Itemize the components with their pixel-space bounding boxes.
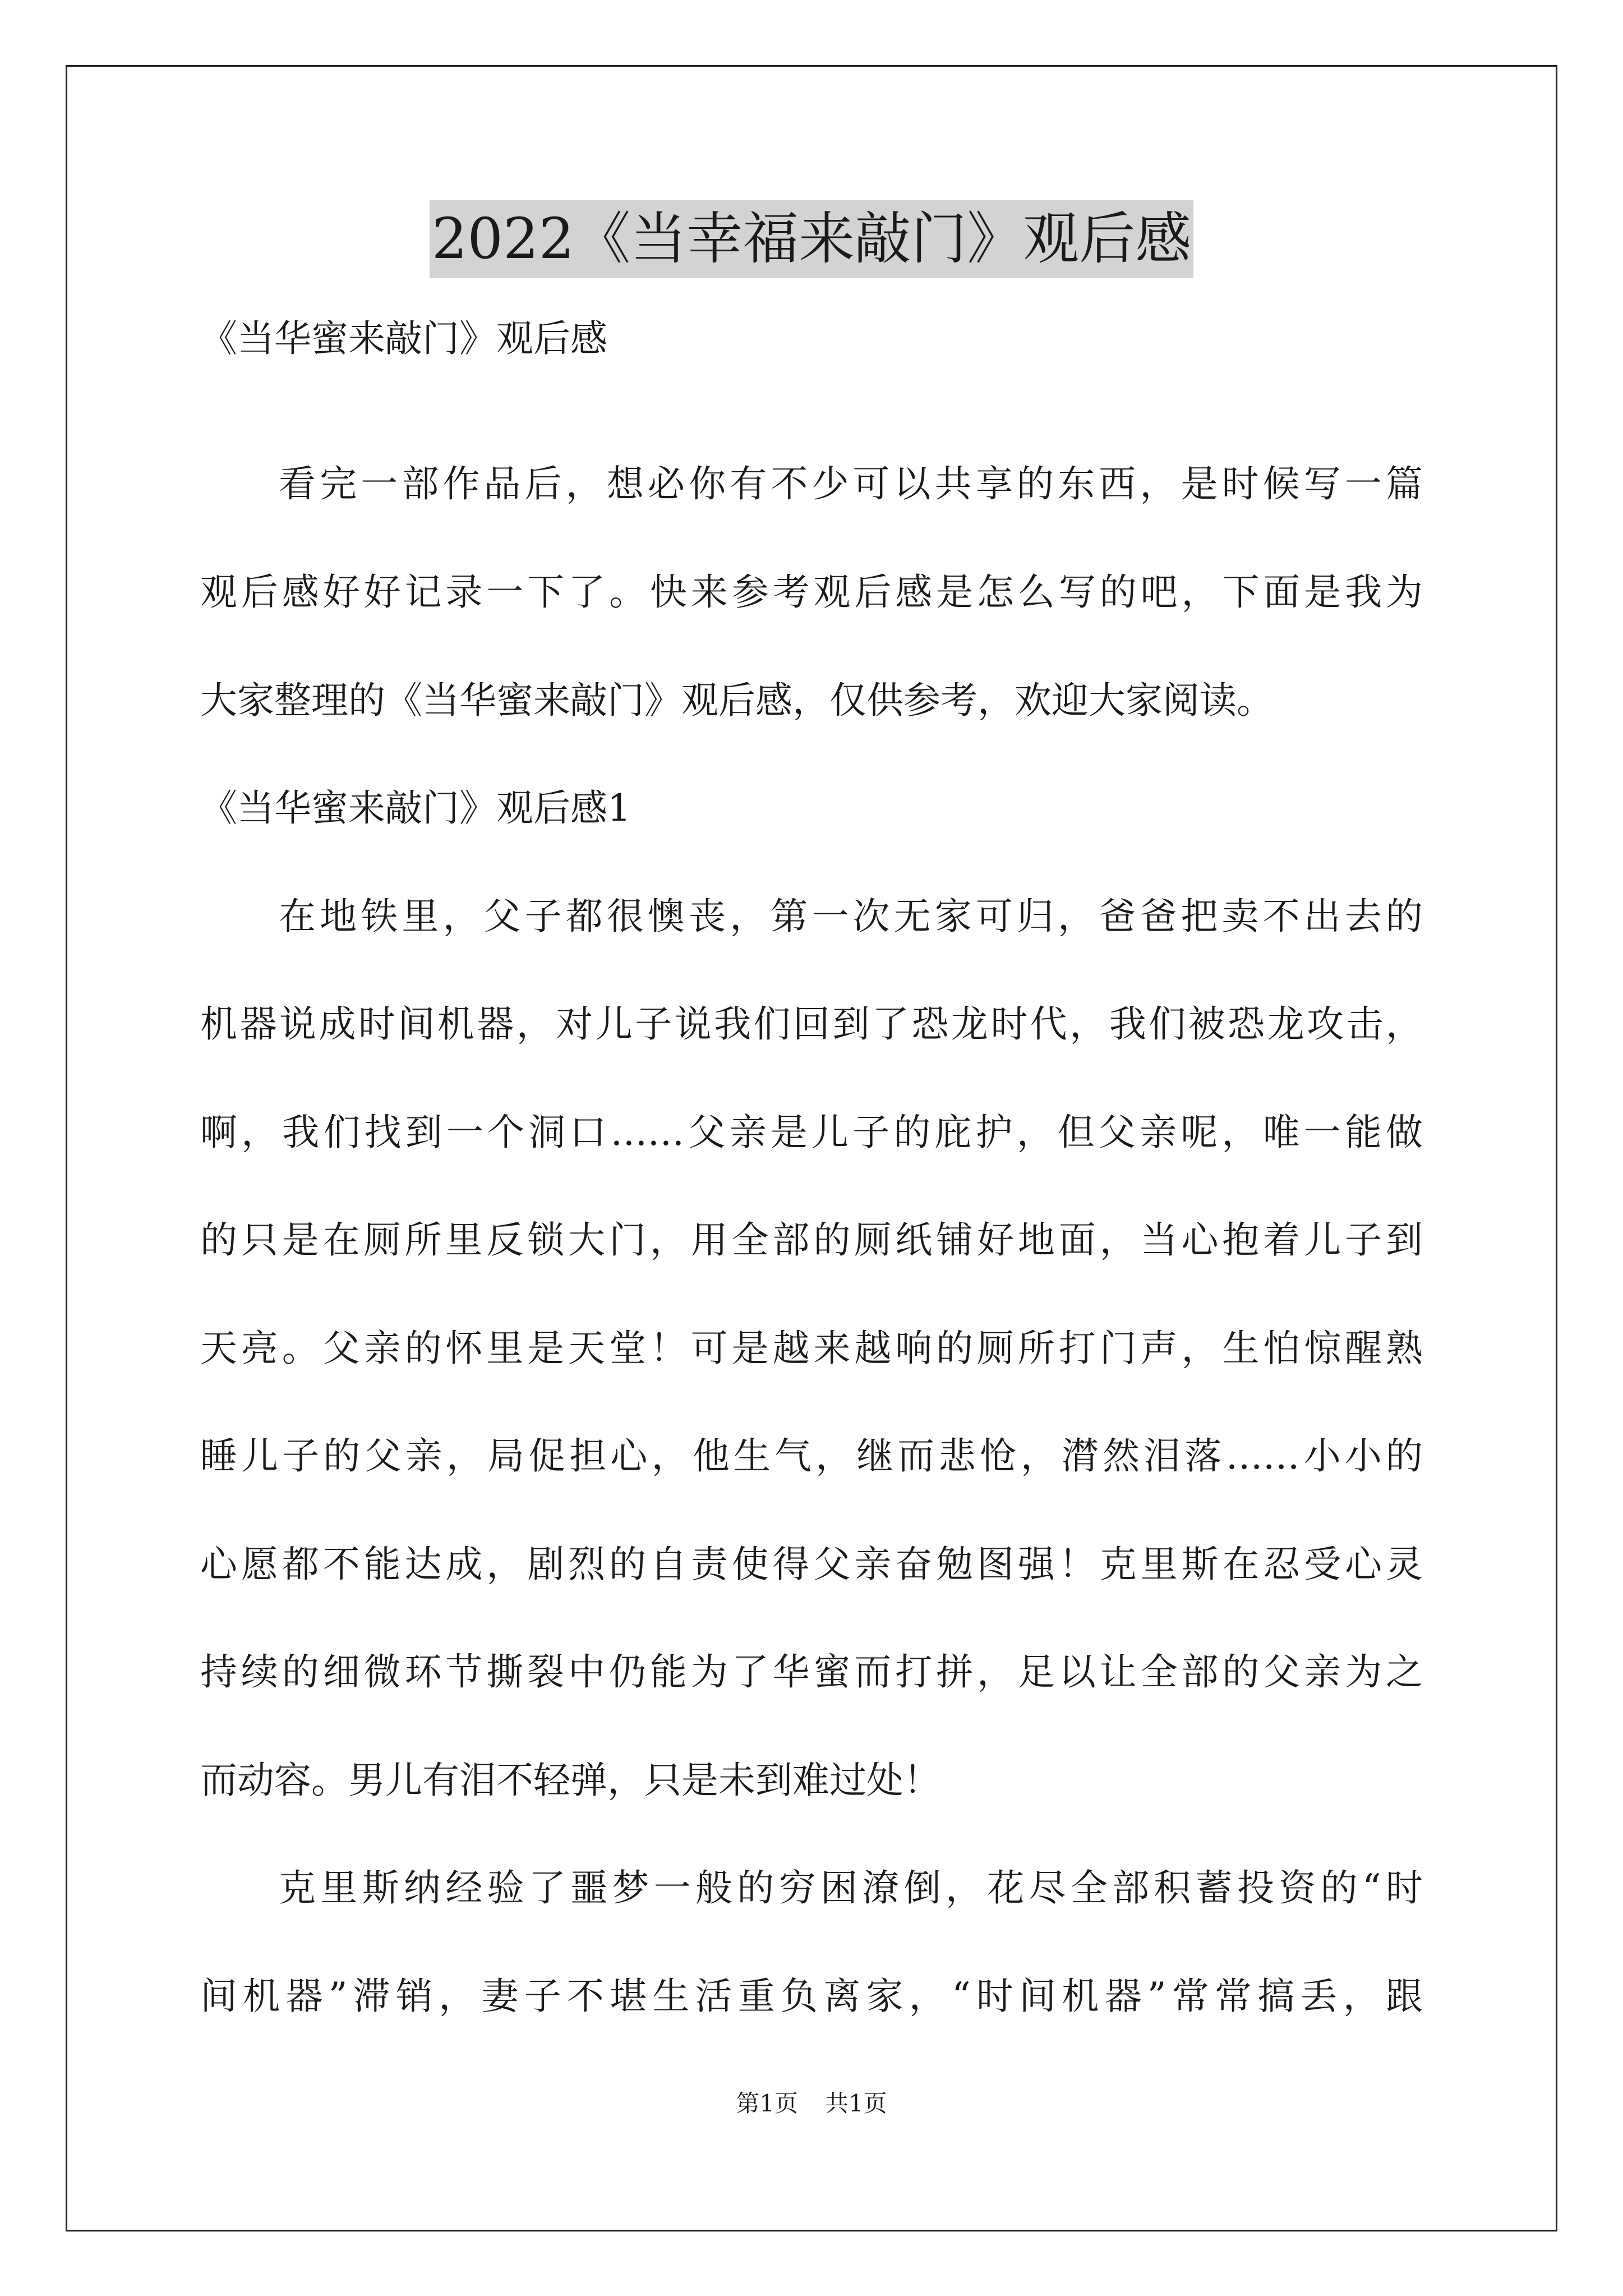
paragraph-line: 克里斯纳经验了噩梦一般的穷困潦倒，花尽全部积蓄投资的“时 — [279, 1866, 1423, 1910]
intro-line: 看完一部作品后，想必你有不少可以共享的东西，是时候写一篇 — [279, 462, 1423, 505]
paragraph-line: 天亮。父亲的怀里是天堂！可是越来越响的厕所打门声，生怕惊醒熟 — [200, 1327, 1423, 1370]
paragraph-line: 持续的细微环节撕裂中仍能为了华蜜而打拼，足以让全部的父亲为之 — [200, 1650, 1423, 1694]
title-container — [0, 200, 1623, 278]
paragraph-line: 间机器”滞销，妻子不堪生活重负离家，“时间机器”常常搞丢，跟 — [200, 1975, 1423, 2018]
document-title: 2022《当幸福来敲门》观后感 — [430, 200, 1194, 278]
page-total: 共1页 — [825, 2090, 887, 2117]
paragraph-line: 心愿都不能达成，剧烈的自责使得父亲奋勉图强！克里斯在忍受心灵 — [200, 1543, 1423, 1586]
paragraph-line: 啊，我们找到一个洞口……父亲是儿子的庇护，但父亲呢，唯一能做 — [200, 1111, 1423, 1154]
paragraph-line: 机器说成时间机器，对儿子说我们回到了恐龙时代，我们被恐龙攻击， — [200, 1002, 1423, 1046]
intro-line: 观后感好好记录一下了。快来参考观后感是怎么写的吧，下面是我为 — [200, 570, 1423, 614]
intro-line: 大家整理的《当华蜜来敲门》观后感，仅供参考，欢迎大家阅读。 — [200, 679, 1274, 722]
page-number: 第1页 — [736, 2090, 798, 2117]
paragraph-line: 睡儿子的父亲，局促担心，他生气，继而悲怆，潸然泪落……小小的 — [200, 1434, 1423, 1478]
paragraph-line: 的只是在厕所里反锁大门，用全部的厕纸铺好地面，当心抱着儿子到 — [200, 1218, 1423, 1262]
paragraph-line: 而动容。男儿有泪不轻弹，只是未到难过处！ — [200, 1759, 940, 1802]
subtitle: 《当华蜜来敲门》观后感 — [200, 317, 607, 360]
page-footer — [0, 2087, 1623, 2120]
paragraph-line: 在地铁里，父子都很懊丧，第一次无家可归，爸爸把卖不出去的 — [279, 895, 1423, 938]
section-heading: 《当华蜜来敲门》观后感1 — [200, 786, 631, 830]
